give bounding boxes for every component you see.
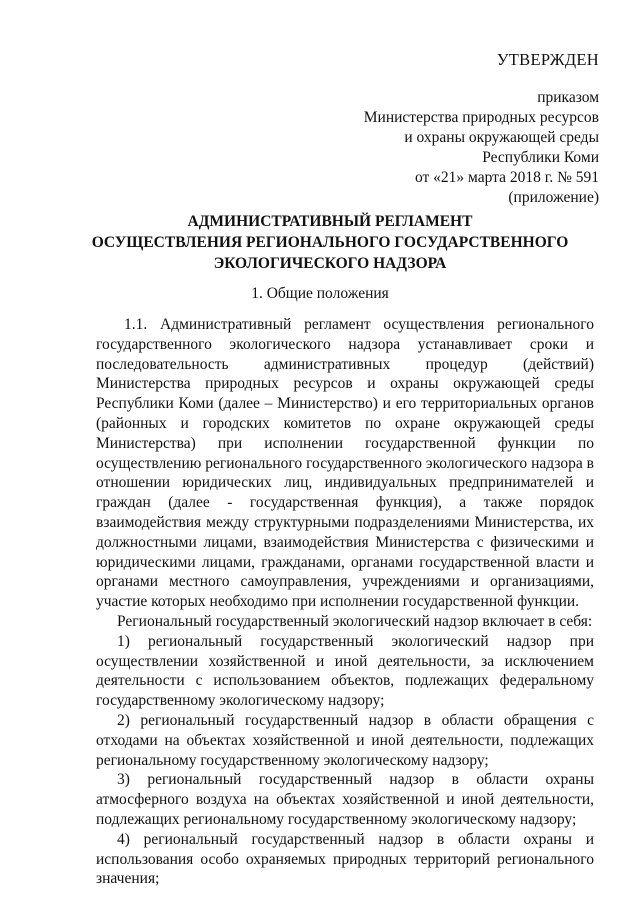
document-body	[96, 315, 594, 889]
approval-stamp-text: УТВЕРЖДЕН	[496, 50, 599, 69]
approval-line: Министерства природных ресурсов	[363, 109, 599, 126]
approval-line: и охраны окружающей среды	[404, 129, 599, 146]
title-line: ЭКОЛОГИЧЕСКОГО НАДЗОРА	[213, 255, 447, 272]
paragraph: 1.1. Административный регламент осуществления регионального государственного экологического надзора устанавливает сроки и последовательность административных процедур (действий) Министерства природных ресурсов и охраны окружающей среды Республики Коми (далее – Министерство) и его территориальных органов (районных и городских комитетов по охране окружающей среды Министерства) при исполнении государственной функции по осуществлению регионального государственного экологического надзора в отношении юридических лиц, индивидуальных предпринимателей и граждан (далее - государственная функция), а также порядок взаимодействия между структурными подразделениями Министерства, их должностными лицами, взаимодействия Министерства с физическими и юридическими лицами, гражданами, органами государственной власти и органами местного самоуправления, учреждениями и организациями, участие которых необходимо при исполнении государственной функции.	[96, 316, 594, 611]
title-line: АДМИНИСТРАТИВНЫЙ РЕГЛАМЕНТ	[187, 213, 473, 230]
approval-line: (приложение)	[508, 189, 599, 206]
paragraph: 1) региональный государственный экологический надзор при осуществлении хозяйственной и иной деятельности, за исключением деятельности с использованием объектов, подлежащих федеральному государственному экологическому надзору;	[96, 632, 594, 710]
approval-block	[364, 50, 599, 208]
title-line: ОСУЩЕСТВЛЕНИЯ РЕГИОНАЛЬНОГО ГОСУДАРСТВЕННОГО	[91, 234, 569, 251]
section-heading: 1. Общие положения	[251, 285, 389, 302]
paragraph: 2) региональный государственный надзор в области обращения с отходами на объектах хозяйственной и иной деятельности, подлежащих региональному государственному экологическому надзору;	[96, 711, 594, 769]
paragraph: 3) региональный государственный надзор в области охраны атмосферного воздуха на объектах хозяйственной и иной деятельности, подлежащих региональному государственному экологическому надзору;	[96, 771, 594, 828]
approval-line: приказом	[537, 89, 599, 106]
paragraph: 4) региональный государственный надзор в области охраны и использования особо охраняемых природных территорий регионального значения;	[96, 830, 594, 888]
document-title	[60, 211, 600, 274]
paragraph: Региональный государственный экологический надзор включает в себя:	[117, 612, 593, 630]
approval-line: Республики Коми	[482, 149, 599, 166]
approval-line: от «21» марта 2018 г. № 591	[414, 169, 599, 186]
